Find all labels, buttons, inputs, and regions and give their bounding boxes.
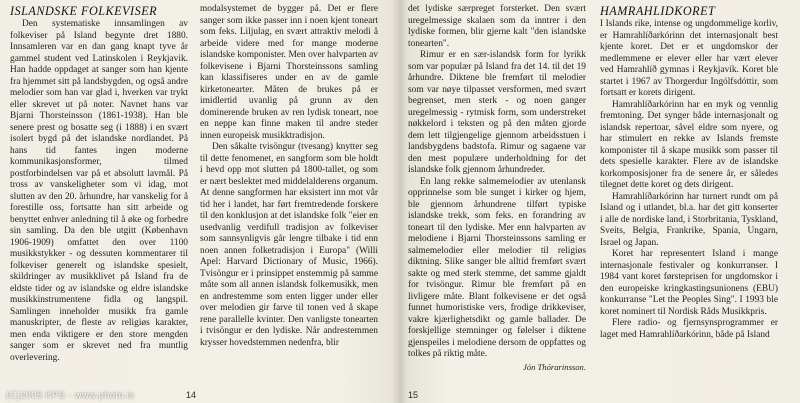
page-number-left: 14 xyxy=(186,390,197,400)
section-heading-hamrahlidkoret: HAMRAHLIDKORET xyxy=(600,4,716,18)
paragraph: Den systematiske innsamlingen av folkeviser på Island begynte dret 1880. Innsamleren var en dan gang knapt tyve år gammel student ved Latinskolen i Reykjavik. Han hadde oppdaget at sanger som han kjente fra hjemmet sitt på landsbygden, og også andre melodier som han var glad i, hverken var trykt eller skrevet ut på noter. Navnet hans var Bjarni Thorsteinsson (1861-1938). Han ble senere prest og bosatte seg (i 1888) i en svært isolert bygd på det islandske nordlandet. På hans tid fantes ingen moderne kommunikasjonsformer, tilmed postforbindelsen var på et absolutt lavmål. På tross av vanskeligheter som vi idag, mot slutten av den 20. århundre, har vanskelig for å forestille oss, fortsatte han sitt arbeide og benyttet enhver anledning til å øke og forbedre sin samling. Da den ble utgitt (København 1906-1909) omfattet den over 1100 musikkstykker - og dessuten kommentarer til folkeviser generelt og islandske spesielt, skildringer av musikklivet på Island fra de eldste tider og av islandske og eldre islandske musikkinstrumentene fidla og langspil. Samlingen inneholder musikk fra gamle manuskripter, de fleste av religiøs karakter, men enda viktigere er den store mengden sanger som er skrevet ned fra muntlig overlevering. xyxy=(10,19,188,363)
paragraph: Flere radio- og fjernsynsprogrammer er laget med Hamrahlíðarkórinn, både på Island xyxy=(600,318,778,340)
paragraph: Koret har representert Island i mange internasjonale festivaler og konkurranser. I 1984 vant koret førsteprisen for ungdomskor i den europeiske kringkastingsunionens (EBU) konkurranse "Let the Peoples Sing". I 1993 ble koret nominert til Nordisk Råds Musikkpris. xyxy=(600,249,778,317)
right-page-column-2 xyxy=(600,4,778,387)
paragraph: Den såkalte tvisöngur (tvesang) knytter seg til dette fenomenet, en sangform som ble holdt i hevd opp mot slutten på 1800-tallet, og som er nært beslektet med middelalderens organum. At denne sangformen har eksistert inn mot vår tid her i landet, har ført fremtredende forskere til den konklusjon at det islandske folk "eier en usedvanlig verdifull tradisjon av folkeviser som sannsynligvis går lengre tilbake i tid enn noen annen folketradisjon i Europa" (Willi Apel: Harvard Dictionary of Music, 1966). Tvisöngur er i prinsippet enstemmig på samme måte som all annen islandsk folkemusikk, men en andrestemme som enten ligger under eller over melodien gir farve til tonen ved å skape rene parallelle kvinter. Den vanligste tonearten i tvisöngur er den lydiske. Når andrestemmen krysser hovedstemmen nedenfra, blir xyxy=(200,142,378,348)
section-heading-folkeviser: ISLANDSKE FOLKEVISER xyxy=(10,4,158,18)
paragraph: I Islands rike, intense og ungdommelige korliv, er Hamrahlíðarkórinn det internasjonalt best kjente koret. Det er et ungdomskor der medlemmene er elever eller har vært elever ved Hamrahlíð gymnas i Reykjavík. Koret ble startet i 1967 av Thorgerdur Ingólfsdóttir, som fortsatt er korets dirigent. xyxy=(600,19,778,98)
paragraph: Rimur er en sær-islandsk form for lyrikk som var populær på Island fra det 14. til det 19 århundre. Diktene ble fremført til melodier som var nøye tilpasset versformen, med svært begrenset, men sterk - og noen ganger uregelmessig - rytmisk form, som understreket nøkkelord i teksten og på den måten gjorde dem lett tilgjengelige gjennom arbeidsstuen i landsbygdens badstofa. Rimur og sagaene var den mest populære underholdning for det islandske folk gjennom århundreder. xyxy=(408,50,586,175)
copyright-watermark: (C)2005 KPS - www.photo.is xyxy=(6,390,135,401)
right-page-column-1 xyxy=(408,4,586,387)
paragraph: modalsystemet de bygger på. Det er flere sanger som ikke passer inn i noen kjent toneart som feks. Liljulag, en svært attraktiv melodi å arbeide videre med for mange moderne islandske komponister. Men over halvparten av folkevisene i Bjarni Thorsteinssons samling kan klassifiseres under en av de gamle kirketonearter. Måten de brukes på er imidlertid uvanlig på grunn av den dominerende bruken av ren lydisk toneart, noe en neppe kan finne maken til andre steder innen europeisk musikktradisjon. xyxy=(200,4,378,141)
paragraph: Hamrahlíðarkórinn har en myk og vennlig fremtoning. Det synger både internasjonalt og islandsk repertoar, såvel eldre som nyere, og har stimulert en rekke av Islands fremste komponister til å skape musikk som passer til dets spesielle karakter. Flere av de islandske korkomposisjoner fra de senere år, er således tilegnet dette koret og dets dirigent. xyxy=(600,99,778,190)
paragraph: det lydiske særpreget forsterket. Den svært uregelmessige skalaen som da inntrer i den lydiske formen, blir gjerne kalt "den islandske tonearten". xyxy=(408,4,586,49)
page-number-right: 15 xyxy=(408,390,419,400)
paragraph: Hamrahlíðarkórinn har turnert rundt om på Island og i utlandet, bl.a. har det gitt konserter i alle de nordiske land, i Storbritania, Tyskland, Sveits, Belgia, Frankrike, Spania, Ungarn, Israel og Japan. xyxy=(600,191,778,248)
left-page-column-2 xyxy=(200,4,378,387)
left-page-column-1 xyxy=(10,4,188,387)
author-signature: Jón Thórarinsson. xyxy=(522,361,586,372)
page-gutter-fold xyxy=(392,0,408,403)
paragraph: En lang rekke salmemelodier av utenlansk opprinnelse som ble sunget i kirker og hjem, ble gjennom århundrene tilført typiske islandske trekk, som feks. en forandring av toneart til den lydiske. Mer enn halvparten av melodiene i Bjarni Thorsteinssons samling er salmemelodier eller melodier til religiøs diktning. Slike sanger ble alltid fremført svært sakte og med sterk stemme, det samme gjaldt for tvisöngur. Rimur ble fremført på en livligere måte. Blant folkevisene er det også funnet humoristiske vers, frodige drikkeviser, vakre kjærlighetsdikt og gamle ballader. De forskjellige stemninger og følelser i diktene gjenspeiles i melodiene dersom de oppfattes og tolkes på riktig måte. xyxy=(408,176,586,359)
right-page xyxy=(400,0,800,403)
